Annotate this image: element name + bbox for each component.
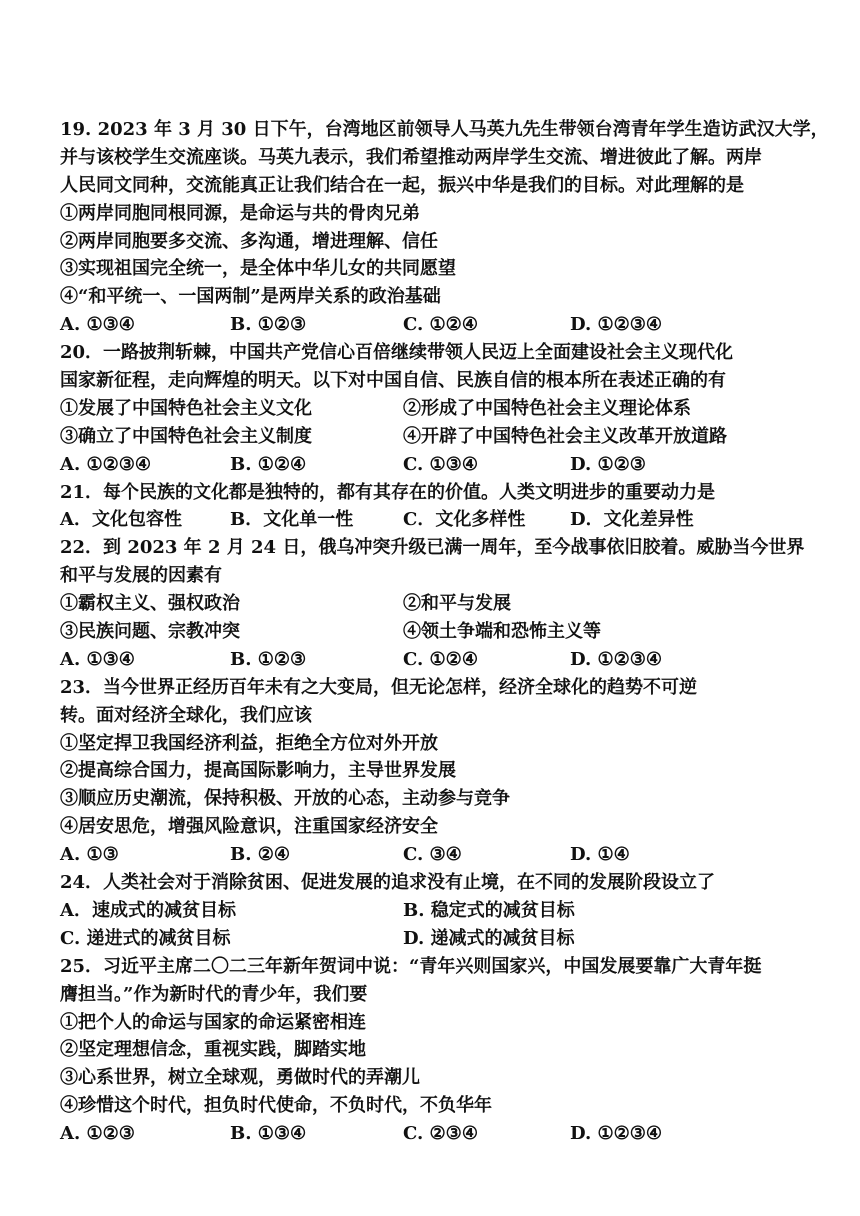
exam-page xyxy=(60,116,830,1148)
statement-item: ②两岸同胞要多交流、多沟通，增进理解、信任 xyxy=(60,230,438,252)
statement-pair xyxy=(60,423,830,451)
statement-item: ③实现祖国完全统一，是全体中华儿女的共同愿望 xyxy=(60,258,456,280)
option-a: A. ①②③ xyxy=(60,1123,135,1145)
option-b: B. ①②④ xyxy=(230,453,307,475)
answer-options xyxy=(60,841,830,869)
answer-options xyxy=(60,925,830,953)
statement-item: ③顺应历史潮流，保持积极、开放的心态，主动参与竞争 xyxy=(60,788,510,810)
option-c: C. ①②④ xyxy=(403,314,478,336)
answer-options xyxy=(60,897,830,925)
statement-item: ①两岸同胞同根同源，是命运与共的骨肉兄弟 xyxy=(60,202,420,224)
statement-item: ②形成了中国特色社会主义理论体系 xyxy=(403,397,691,419)
statement-item: ②坚定理想信念，重视实践，脚踏实地 xyxy=(60,1039,366,1061)
statement-item: ③民族问题、宗教冲突 xyxy=(60,621,240,643)
statement-pair xyxy=(60,618,830,646)
question-stem: 21．每个民族的文化都是独特的，都有其存在的价值。人类文明进步的重要动力是 xyxy=(60,481,716,503)
option-d: D. ①②③④ xyxy=(570,648,663,670)
option-b: B. ①②③ xyxy=(230,314,307,336)
statement-item: ④领土争端和恐怖主义等 xyxy=(403,621,601,643)
question-19 xyxy=(60,116,830,339)
option-d: D. ①②③④ xyxy=(570,1123,663,1145)
statement-item: ①把个人的命运与国家的命运紧密相连 xyxy=(60,1011,366,1033)
question-stem: 24．人类社会对于消除贫困、促进发展的追求没有止境，在不同的发展阶段设立了 xyxy=(60,872,716,894)
question-stem: 转。面对经济全球化，我们应该 xyxy=(60,704,312,726)
option-c: C．文化多样性 xyxy=(403,509,526,531)
option-a: A．速成式的减贫目标 xyxy=(60,899,236,921)
statement-item: ④“和平统一、一国两制”是两岸关系的政治基础 xyxy=(60,286,441,308)
statement-pair xyxy=(60,395,830,423)
option-b: B. ②④ xyxy=(230,844,291,866)
question-stem: 并与该校学生交流座谈。马英九表示，我们希望推动两岸学生交流、增进彼此了解。两岸 xyxy=(60,146,762,168)
option-c: C. ①②④ xyxy=(403,648,478,670)
question-stem: 23．当今世界正经历百年未有之大变局，但无论怎样，经济全球化的趋势不可逆 xyxy=(60,676,698,698)
option-b: B. 稳定式的减贫目标 xyxy=(403,899,575,921)
question-20 xyxy=(60,339,830,478)
option-c: C. ①③④ xyxy=(403,453,478,475)
option-a: A．文化包容性 xyxy=(60,509,182,531)
option-a: A. ①②③④ xyxy=(60,453,152,475)
option-d: D. ①②③④ xyxy=(570,314,663,336)
answer-options xyxy=(60,1120,830,1148)
option-a: A. ①③ xyxy=(60,844,119,866)
statement-item: ①发展了中国特色社会主义文化 xyxy=(60,397,312,419)
statement-item: ④珍惜这个时代，担负时代使命，不负时代，不负华年 xyxy=(60,1095,492,1117)
question-stem: 25．习近平主席二〇二三年新年贺词中说：“青年兴则国家兴，中国发展要靠广大青年挺 xyxy=(60,955,762,977)
option-d: D. ①④ xyxy=(570,844,630,866)
option-c: C. 递进式的减贫目标 xyxy=(60,927,231,949)
statement-item: ④开辟了中国特色社会主义改革开放道路 xyxy=(403,425,727,447)
question-24 xyxy=(60,869,830,953)
question-25 xyxy=(60,953,830,1148)
statement-item: ②和平与发展 xyxy=(403,593,511,615)
option-b: B．文化单一性 xyxy=(230,509,354,531)
question-stem: 国家新征程，走向辉煌的明天。以下对中国自信、民族自信的根本所在表述正确的有 xyxy=(60,370,726,392)
answer-options xyxy=(60,451,830,479)
option-d: D．文化差异性 xyxy=(570,509,694,531)
question-stem: 22．到 2023 年 2 月 24 日，俄乌冲突升级已满一周年，至今战事依旧胶着。威胁当今世界 xyxy=(60,537,805,559)
question-23 xyxy=(60,674,830,869)
question-stem: 和平与发展的因素有 xyxy=(60,565,222,587)
question-stem: 19. 2023 年 3 月 30 日下午，台湾地区前领导人马英九先生带领台湾青年学生造访武汉大学， xyxy=(60,119,829,140)
option-c: C. ③④ xyxy=(403,844,462,866)
question-stem: 20．一路披荆斩棘，中国共产党信心百倍继续带领人民迈上全面建设社会主义现代化 xyxy=(60,342,734,364)
option-b: B. ①②③ xyxy=(230,648,307,670)
answer-options xyxy=(60,646,830,674)
statement-item: ②提高综合国力，提高国际影响力，主导世界发展 xyxy=(60,760,456,782)
option-d: D. 递减式的减贫目标 xyxy=(403,927,575,949)
statement-item: ①霸权主义、强权政治 xyxy=(60,593,240,615)
answer-options xyxy=(60,506,830,534)
option-c: C. ②③④ xyxy=(403,1123,478,1145)
statement-item: ③确立了中国特色社会主义制度 xyxy=(60,425,312,447)
option-a: A. ①③④ xyxy=(60,648,135,670)
question-21 xyxy=(60,479,830,535)
question-stem: 人民同文同种，交流能真正让我们结合在一起，振兴中华是我们的目标。对此理解的是 xyxy=(60,174,744,196)
option-a: A. ①③④ xyxy=(60,314,135,336)
statement-pair xyxy=(60,590,830,618)
answer-options xyxy=(60,311,830,339)
statement-item: ①坚定捍卫我国经济利益，拒绝全方位对外开放 xyxy=(60,732,438,754)
option-d: D. ①②③ xyxy=(570,453,646,475)
question-22 xyxy=(60,534,830,673)
question-stem: 膺担当。”作为新时代的青少年，我们要 xyxy=(60,983,368,1005)
option-b: B. ①③④ xyxy=(230,1123,307,1145)
statement-item: ④居安思危，增强风险意识，注重国家经济安全 xyxy=(60,816,438,838)
statement-item: ③心系世界，树立全球观，勇做时代的弄潮儿 xyxy=(60,1067,420,1089)
